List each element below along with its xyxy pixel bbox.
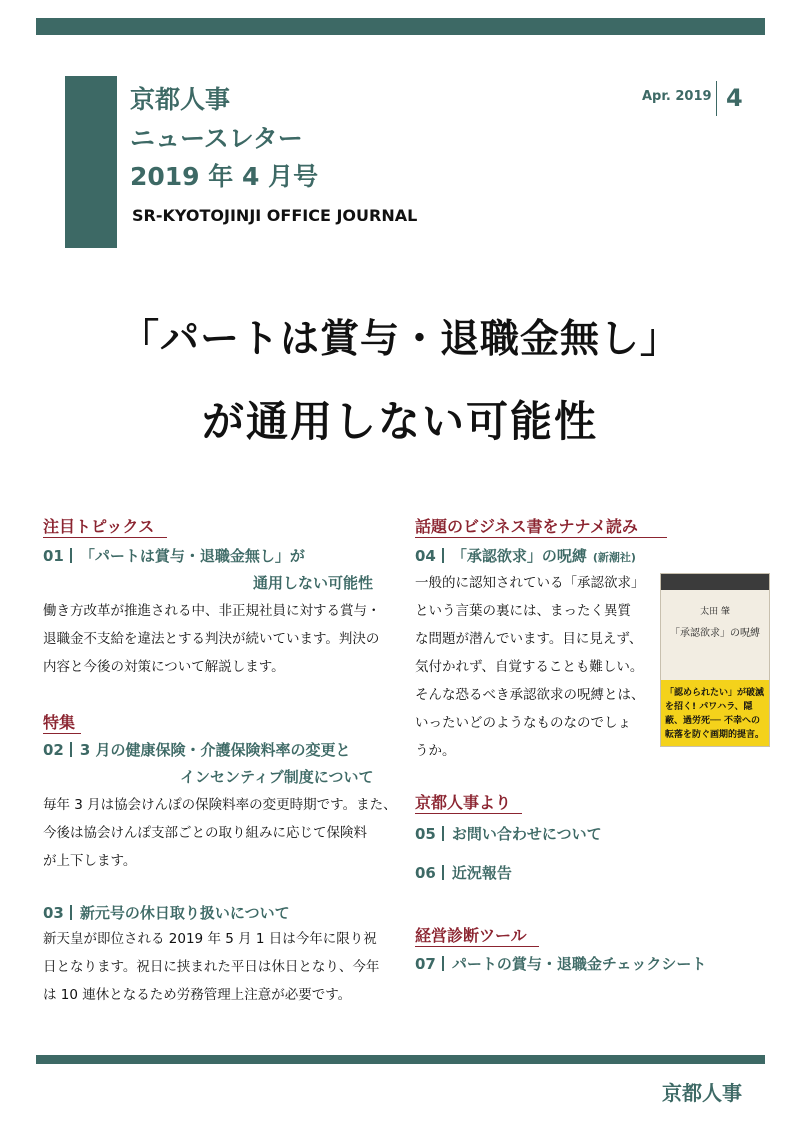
book-cover-band xyxy=(661,680,769,747)
section-books-label: 話題のビジネス書をナナメ読み xyxy=(415,517,638,536)
item-03-body xyxy=(43,925,379,1009)
item-05-number: 05 xyxy=(415,825,436,843)
book-cover-image xyxy=(660,573,770,747)
book-cover-author: 太田 肇 xyxy=(700,607,730,617)
header-accent-block xyxy=(65,76,117,248)
masthead-subtitle: ニュースレター xyxy=(130,124,303,153)
main-headline-line1: 「パートは賞与・退職金無し」 xyxy=(119,317,680,362)
body-line: は 10 連休となるため労務管理上注意が必要です。 xyxy=(43,987,352,1003)
footer-brand: 京都人事 xyxy=(662,1081,742,1105)
item-03-title[interactable] xyxy=(43,902,290,923)
item-05-title[interactable] xyxy=(415,823,602,844)
item-divider xyxy=(70,742,72,757)
bottom-accent-bar xyxy=(36,1055,765,1064)
section-books-rule xyxy=(415,537,667,538)
item-divider xyxy=(442,548,444,563)
body-line: 新天皇が即位される 2019 年 5 月 1 日は今年に限り祝 xyxy=(43,931,377,947)
item-divider xyxy=(442,956,444,971)
body-line: な問題が潜んでいます。目に見えず、 xyxy=(415,631,643,647)
item-04-number: 04 xyxy=(415,547,436,565)
item-divider xyxy=(70,548,72,563)
body-line: が上下します。 xyxy=(43,853,137,869)
body-line: 気付かれず、自覚することも難しい。 xyxy=(415,659,644,675)
body-line: 一般的に認知されている「承認欲求」 xyxy=(415,575,645,591)
section-feature-label: 特集 xyxy=(43,713,76,732)
body-line: 今後は協会けんぽ支部ごとの取り組みに応じて保険料 xyxy=(43,825,367,841)
body-line: 日となります。祝日に挟まれた平日は休日となり、今年 xyxy=(43,959,380,975)
item-06-title-text: 近況報告 xyxy=(451,864,512,882)
item-04-body xyxy=(415,569,645,765)
item-02-title-cont: インセンティブ制度について xyxy=(180,768,374,786)
item-06-number: 06 xyxy=(415,864,436,882)
body-line: 退職金不支給を違法とする判決が続いています。判決の xyxy=(43,631,380,647)
item-05-title-text: お問い合わせについて xyxy=(451,825,602,843)
item-07-title-text: パートの賞与・退職金チェックシート xyxy=(451,955,707,973)
item-01-body xyxy=(43,597,381,681)
body-line: いったいどのようなものなのでしょ xyxy=(415,715,631,731)
item-03-number: 03 xyxy=(43,904,64,922)
item-07-number: 07 xyxy=(415,955,436,973)
body-line: 毎年 3 月は協会けんぽの保険料率の変更時期です。また、 xyxy=(43,797,397,813)
section-feature-rule xyxy=(43,733,81,734)
item-02-title[interactable] xyxy=(43,739,351,760)
book-cover-title: 「承認欲求」の呪縛 xyxy=(670,628,760,639)
book-cover-band-text: 「認められたい」が破滅を招く! パワハラ、隠蔽、過労死── 不幸への転落を防ぐ画期的提言。 xyxy=(665,688,765,740)
top-accent-bar xyxy=(36,18,765,35)
item-03-title-text: 新元号の休日取り扱いについて xyxy=(79,904,290,922)
journal-name: SR-KYOTOJINJI OFFICE JOURNAL xyxy=(132,206,418,225)
item-04-title[interactable] xyxy=(415,545,636,566)
item-01-title[interactable] xyxy=(43,545,305,566)
item-divider xyxy=(442,865,444,880)
issue-date: Apr. 2019 xyxy=(642,89,712,104)
issue-number: 4 xyxy=(726,84,743,112)
issue-divider xyxy=(716,81,717,116)
section-from-us-label: 京都人事より xyxy=(415,793,512,812)
item-04-title-text: 「承認欲求」の呪縛 xyxy=(451,547,587,565)
item-02-title-text: 3 月の健康保険・介護保険料率の変更と xyxy=(79,741,351,759)
item-04-publisher: (新潮社) xyxy=(592,551,636,564)
section-topics-rule xyxy=(43,537,167,538)
section-from-us-rule xyxy=(415,813,522,814)
item-06-title[interactable] xyxy=(415,862,512,883)
main-headline-line2: が通用しない可能性 xyxy=(201,397,598,446)
body-line: そんな恐るべき承認欲求の呪縛とは、 xyxy=(415,687,645,703)
item-01-title-cont: 通用しない可能性 xyxy=(253,574,374,592)
item-01-number: 01 xyxy=(43,547,64,565)
item-02-body xyxy=(43,791,397,875)
item-divider xyxy=(442,826,444,841)
item-divider xyxy=(70,905,72,920)
book-cover-header xyxy=(661,574,769,590)
body-line: 働き方改革が推進される中、非正規社員に対する賞与・ xyxy=(43,603,381,619)
body-line: という言葉の裏には、まったく異質 xyxy=(415,603,631,619)
item-07-title[interactable] xyxy=(415,953,706,974)
section-tools-rule xyxy=(415,946,539,947)
section-topics-label: 注目トピックス xyxy=(43,517,155,536)
item-01-title-text: 「パートは賞与・退職金無し」が xyxy=(79,547,305,565)
body-line: 内容と今後の対策について解説します。 xyxy=(43,659,285,675)
masthead-issue: 2019 年 4 月号 xyxy=(130,162,319,191)
item-02-number: 02 xyxy=(43,741,64,759)
masthead-title: 京都人事 xyxy=(130,85,231,114)
body-line: うか。 xyxy=(415,743,456,759)
section-tools-label: 経営診断ツール xyxy=(415,926,527,945)
